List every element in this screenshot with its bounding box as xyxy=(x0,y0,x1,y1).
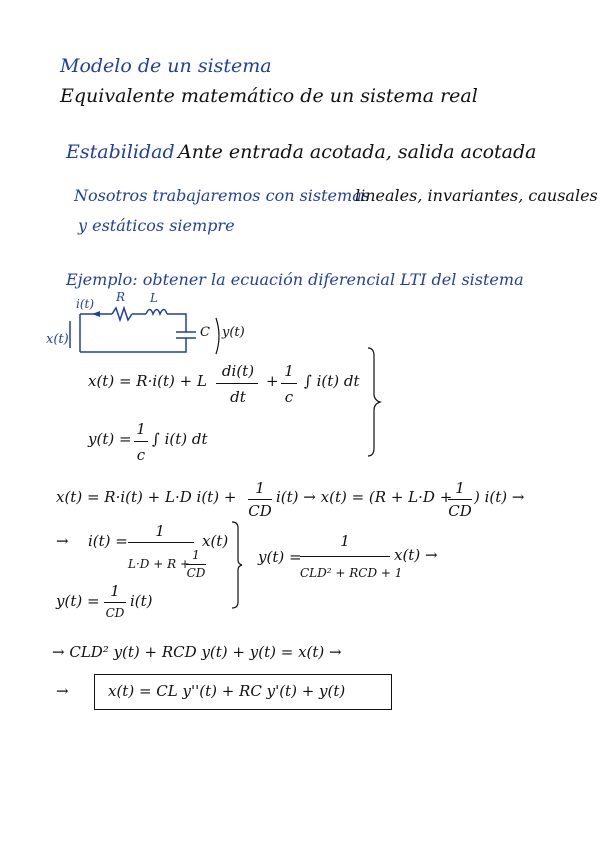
eq4-den-frac-den: CD xyxy=(186,566,206,580)
circuit-inductor-label: L xyxy=(150,291,158,305)
eq3-part-b: i(t) → x(t) = (R + L·D + xyxy=(276,488,453,506)
eq6-den: CLD² + RCD + 1 xyxy=(300,566,403,580)
eq1-left: x(t) = R·i(t) + L xyxy=(88,372,207,390)
text-ejemplo: Ejemplo: obtener la ecuación diferencial LTI del sistema xyxy=(66,270,524,289)
eq5-right: i(t) xyxy=(130,592,153,610)
eq3-frac2-bar xyxy=(448,499,472,500)
eq4-num: 1 xyxy=(155,522,165,540)
eq3-frac2-num: 1 xyxy=(455,479,465,497)
eq6-left: y(t) = xyxy=(258,548,302,566)
eq6-frac-bar xyxy=(300,556,390,557)
circuit-output-label: y(t) xyxy=(222,325,245,340)
eq4-right: x(t) xyxy=(202,532,229,550)
eq5-den: CD xyxy=(105,606,125,620)
eq3-frac-num: 1 xyxy=(255,479,265,497)
circuit-current-label: i(t) xyxy=(76,297,95,311)
eq3-part-c: ) i(t) → xyxy=(474,488,525,506)
eq1-frac-num: di(t) xyxy=(221,362,255,380)
eq4-den-frac-num: 1 xyxy=(192,548,200,562)
circuit-input-label: x(t) xyxy=(46,332,69,347)
line-equivalente: Equivalente matemático de un sistema real xyxy=(60,85,478,107)
title-modelo: Modelo de un sistema xyxy=(60,55,272,77)
eq3-part-a: x(t) = R·i(t) + L·D i(t) + xyxy=(56,488,237,506)
eq4-left: i(t) = xyxy=(88,532,128,550)
eq1-integral: ∫ i(t) dt xyxy=(304,372,360,390)
eq2-frac-num: 1 xyxy=(136,420,146,438)
eq5-left: y(t) = xyxy=(56,592,100,610)
rlc-circuit-diagram xyxy=(40,288,270,368)
eq8-arrow: → xyxy=(56,682,69,700)
eq5-frac-bar xyxy=(104,602,126,603)
eq1-frac2-num: 1 xyxy=(284,362,294,380)
system-brace-2 xyxy=(230,520,244,610)
eq4-frac-bar xyxy=(128,542,194,543)
eq2-integral: ∫ i(t) dt xyxy=(152,430,208,448)
eq3-frac-bar xyxy=(248,499,272,500)
eq2-left: y(t) = xyxy=(88,430,132,448)
circuit-capacitor-label: C xyxy=(200,325,210,340)
eq1-plus: + xyxy=(266,372,279,390)
eq6-num: 1 xyxy=(340,532,350,550)
eq4-den: L·D + R + xyxy=(128,557,190,571)
system-brace-1 xyxy=(364,346,384,458)
eq1-frac2-bar xyxy=(281,383,297,384)
eq5-num: 1 xyxy=(110,582,120,600)
eq7: → CLD² y(t) + RCD y(t) + y(t) = x(t) → xyxy=(52,643,342,661)
circuit-resistor-label: R xyxy=(116,290,126,304)
label-estabilidad: Estabilidad xyxy=(66,141,175,163)
eq3-frac-den: CD xyxy=(248,502,272,520)
eq3-frac2-den: CD xyxy=(448,502,472,520)
eq4-arrow: → xyxy=(56,532,69,550)
text-estabilidad: Ante entrada acotada, salida acotada xyxy=(178,141,537,163)
eq6-right: x(t) → xyxy=(394,546,438,564)
eq8-boxed-equation: x(t) = CL y''(t) + RC y'(t) + y(t) xyxy=(108,682,346,700)
text-nosotros-1: Nosotros trabajaremos con sistemas xyxy=(74,186,370,205)
eq1-frac-bar xyxy=(216,383,258,384)
text-nosotros-1b: lineales, invariantes, causales xyxy=(355,186,598,205)
eq1-frac-den: dt xyxy=(230,388,246,406)
eq4-den-frac-bar xyxy=(186,564,206,565)
eq1-frac2-den: c xyxy=(284,388,294,406)
eq2-frac-den: c xyxy=(136,446,146,464)
eq2-frac-bar xyxy=(134,441,148,442)
text-nosotros-2: y estáticos siempre xyxy=(78,216,235,235)
